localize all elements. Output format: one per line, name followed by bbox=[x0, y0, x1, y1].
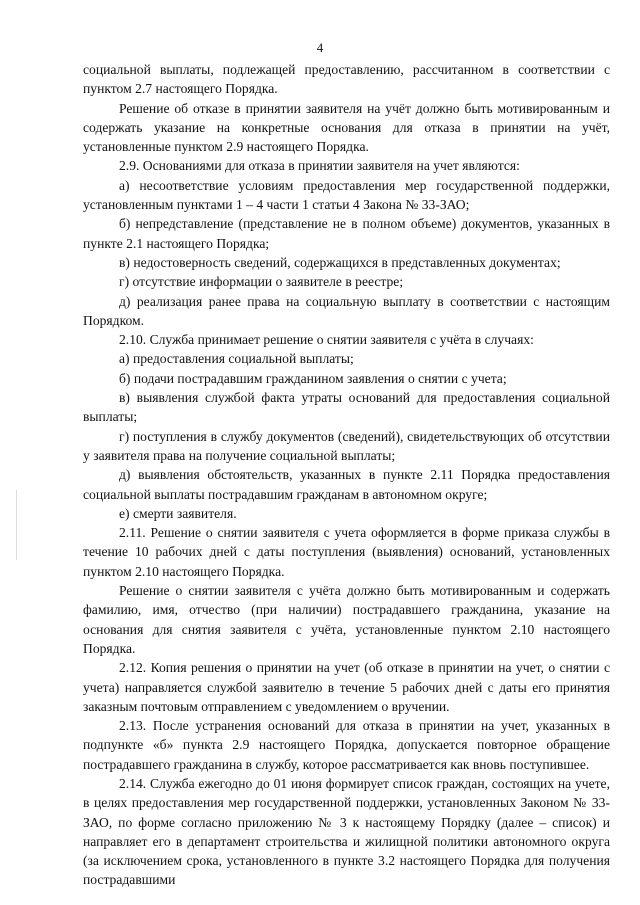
paragraph: 2.14. Служба ежегодно до 01 июня формирует список граждан, состоящих на учете, в целях предоставления мер государственной поддержки, установленных Законом № 33-ЗАО, по форме согласно приложению № 3 к настоящему Порядку (далее – список) и направляет его в департамент строительства и жилищной политики автономного округа (за исключением срока, установленного в пункте 3.2 настоящего Порядка для получения пострадавшими bbox=[83, 775, 610, 888]
document-body bbox=[83, 60, 610, 890]
paragraph: г) поступления в службу документов (сведений), свидетельствующих об отсутствии у заявителя права на получение социальной выплаты; bbox=[83, 428, 610, 463]
paragraph: 2.13. После устранения оснований для отказа в принятии на учет, указанных в подпункте «б» пункта 2.9 настоящего Порядка, допускается повторное обращение пострадавшего гражданина в службу, которое рассматривается как вновь поступившее. bbox=[83, 718, 610, 772]
paragraph: б) непредставление (представление не в полном объеме) документов, указанных в пункте 2.1 настоящего Порядка; bbox=[83, 216, 610, 251]
paragraph: д) реализация ранее права на социальную выплату в соответствии с настоящим Порядком. bbox=[83, 293, 610, 328]
paragraph: социальной выплаты, подлежащей предоставлению, рассчитанном в соответствии с пунктом 2.7 настоящего Порядка. bbox=[83, 62, 610, 97]
paragraph: а) предоставления социальной выплаты; bbox=[119, 351, 354, 367]
page-number: 4 bbox=[316, 40, 324, 55]
paragraph: б) подачи пострадавшим гражданином заявления о снятии с учета; bbox=[119, 370, 507, 386]
paragraph: 2.10. Служба принимает решение о снятии заявителя с учёта в случаях: bbox=[119, 332, 534, 348]
paragraph: д) выявления обстоятельств, указанных в пункте 2.11 Порядка предоставления социальной выплаты пострадавшим гражданам в автономном округе; bbox=[83, 467, 610, 502]
paragraph: в) недостоверность сведений, содержащихся в представленных документах; bbox=[119, 254, 561, 270]
paragraph: в) выявления службой факта утраты оснований для предоставления социальной выплаты; bbox=[83, 390, 610, 425]
paragraph: Решение о снятии заявителя с учёта должно быть мотивированным и содержать фамилию, имя, отчество (при наличии) пострадавшего гражданина, указание на основания для снятия заявителя с учёта, установленные пунктом 2.10 настоящего Порядка. bbox=[83, 583, 610, 656]
paragraph: 2.9. Основаниями для отказа в принятии заявителя на учет являются: bbox=[119, 158, 520, 174]
paragraph: а) несоответствие условиям предоставления мер государственной поддержки, установленным пунктами 1 – 4 части 1 статьи 4 Закона № 33-ЗАО; bbox=[83, 177, 610, 213]
scan-edge-mark bbox=[16, 490, 17, 560]
paragraph: Решение об отказе в принятии заявителя на учёт должно быть мотивированным и содержать указание на конкретные основания для отказа в принятии на учёт, установленные пунктом 2.9 настоящего Порядка. bbox=[83, 100, 610, 155]
paragraph: 2.11. Решение о снятии заявителя с учета оформляется в форме приказа службы в течение 10 рабочих дней с даты поступления (выявления) оснований, установленных пунктом 2.10 настоящего Порядка. bbox=[83, 525, 610, 579]
paragraph: е) смерти заявителя. bbox=[119, 505, 237, 521]
paragraph: 2.12. Копия решения о принятии на учет (об отказе в принятии на учет, о снятии с учета) направляется службой заявителю в течение 5 рабочих дней с даты его принятия заказным почтовым отправлением с уведомлением о вручении. bbox=[83, 660, 610, 714]
paragraph: г) отсутствие информации о заявителе в реестре; bbox=[119, 274, 404, 290]
